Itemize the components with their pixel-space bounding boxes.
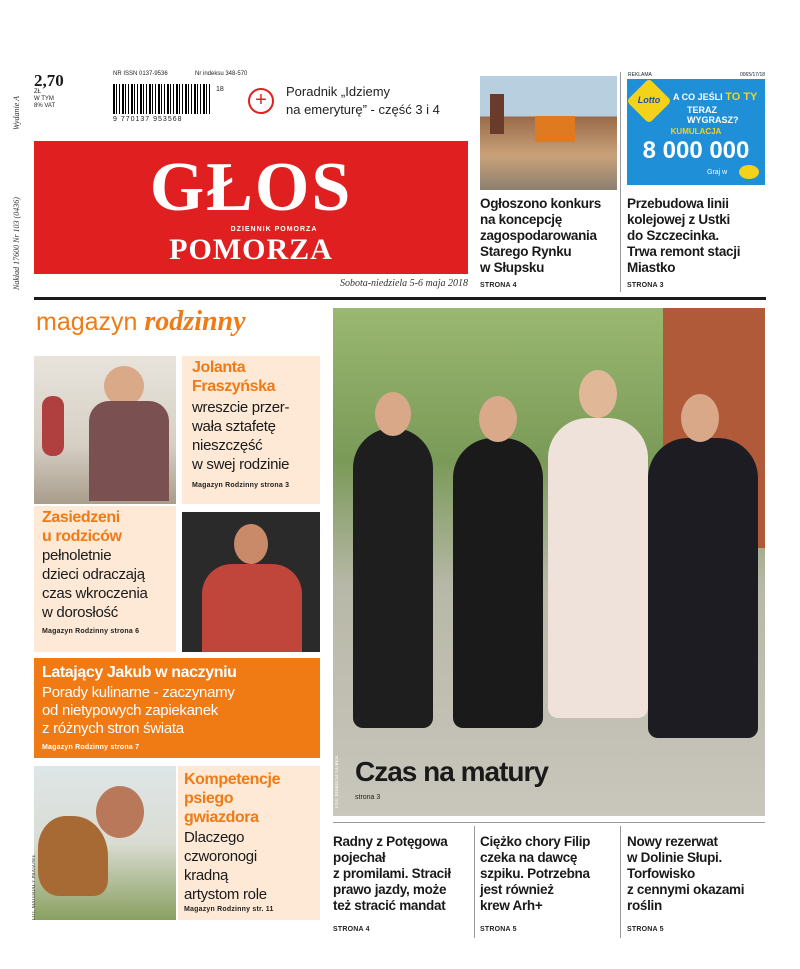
index-number: Nr indeksu 348-570 [195, 71, 248, 77]
magazine-label-bold: rodzinny [144, 306, 246, 337]
masthead-title: GŁOS [149, 149, 353, 226]
mag-3-title: Latający Jakub w naczyniu [42, 664, 237, 681]
dog-shape [38, 816, 108, 896]
magazine-label-light: magazyn [36, 308, 138, 336]
bottom-story-1-line: z promilami. Stracił [333, 866, 451, 881]
mag-2-body-line: dzieci odraczają [42, 566, 145, 583]
student-2-shape [453, 438, 543, 728]
main-photo-credit: FOT. MARIUSZ GUREK [335, 755, 340, 808]
masthead-second: POMORZA [169, 233, 333, 266]
main-story-headline: Czas na matury [355, 756, 548, 787]
student-1-shape [353, 428, 433, 728]
mag-4-body [184, 828, 267, 904]
vat-line-2: W TYM [34, 96, 54, 102]
top-story-2-headline[interactable] [627, 196, 777, 276]
mag-1-face-shape [104, 366, 144, 406]
mag-4-photo [34, 766, 176, 920]
bottom-story-2-line: Ciężko chory Filip [480, 834, 591, 849]
promo-line-2: na emeryturę” - część 3 i 4 [286, 102, 440, 117]
bottom-story-2-headline[interactable] [480, 834, 620, 914]
mag-1-body-line: wreszcie przer- [192, 399, 290, 416]
top-story-2-source: STRONA 3 [627, 282, 664, 289]
mag-1-bg-figure [42, 396, 64, 456]
masthead-box [34, 141, 468, 274]
mag-2-title-line: u rodziców [42, 528, 122, 545]
mag-1-photo [34, 356, 176, 504]
excavator-shape [535, 116, 575, 142]
mag-1-body-line: w swej rodzinie [192, 456, 290, 473]
student-4-face [681, 394, 719, 442]
top-story-1-line: Starego Rynku [480, 244, 572, 259]
mag-2-title-line: Zasiedzeni [42, 509, 120, 526]
barcode [113, 84, 211, 114]
mag-2-source: Magazyn Rodzinny strona 6 [42, 628, 140, 635]
mag-1-title-line: Fraszyńska [192, 378, 276, 395]
mag-4-source: Magazyn Rodzinny str. 11 [184, 906, 274, 913]
issue-date: Sobota-niedziela 5-6 maja 2018 [339, 278, 468, 289]
lotto-ad[interactable] [627, 79, 765, 185]
magazine-label[interactable] [36, 306, 246, 338]
mag-2-body-shape [202, 564, 302, 652]
bottom-story-1-line: prawo jazdy, może [333, 882, 447, 897]
ad-label: REKLAMA [628, 72, 652, 78]
bottom-story-3-headline[interactable] [627, 834, 767, 914]
bottom-story-1-line: Radny z Potęgowa [333, 834, 448, 849]
mag-1-title-line: Jolanta [192, 359, 246, 376]
mag-3-box[interactable] [34, 658, 320, 758]
bottom-story-3-line: w Dolinie Słupi. [627, 850, 722, 865]
mag-1-source: Magazyn Rodzinny strona 3 [192, 482, 290, 489]
mag-4-title [184, 770, 280, 827]
mag-4-photo-credit: FOT. MATERIAŁY PRASOWE [32, 854, 37, 920]
student-2-face [479, 396, 517, 442]
ad-amount: 8 000 000 [642, 137, 750, 164]
lotto-logo-text: Lotto [637, 95, 661, 105]
mag-1-body-shape [89, 401, 169, 501]
top-story-2-line: do Szczecinka. [627, 228, 719, 243]
mag-2-face-shape [234, 524, 268, 564]
top-story-1-line: zagospodarowania [480, 228, 597, 243]
mag-4-title-line: gwiazdora [184, 809, 259, 826]
mag-3-source: Magazyn Rodzinny strona 7 [42, 744, 140, 751]
mag-3-body [42, 684, 235, 738]
top-story-2-line: Miastko [627, 260, 676, 275]
student-3-shape [548, 418, 648, 718]
price: 2,70 [34, 71, 64, 90]
promo-text[interactable] [286, 83, 440, 119]
mag-1-title [192, 358, 275, 396]
mag-2-body-line: pełnoletnie [42, 547, 112, 564]
bottom-story-2-line: czeka na dawcę [480, 850, 578, 865]
vat-line-3: 8% VAT [34, 103, 56, 109]
mag-1-body [192, 398, 289, 474]
lotto-small-logo-icon [739, 165, 759, 179]
student-4-shape [648, 438, 758, 738]
main-story-source: strona 3 [355, 794, 381, 801]
ad-code: 0065/17/18 [740, 72, 766, 78]
mag-4-body-line: kradną [184, 867, 229, 884]
top-story-1-line: w Słupsku [480, 260, 545, 275]
top-story-1-headline[interactable] [480, 196, 620, 276]
edition-label: Wydanie A [12, 96, 21, 130]
mag-4-text-block[interactable] [178, 766, 320, 920]
student-3-face [579, 370, 617, 418]
promo-line-1: Poradnik „Idziemy [286, 84, 391, 99]
ad-line-1a: A CO JEŚLI [673, 92, 723, 102]
mag-2-text-block[interactable] [34, 506, 176, 652]
student-1-face [375, 392, 411, 436]
mag-4-title-line: Kompetencje [184, 771, 281, 788]
mag-1-body-line: wała sztafetę [192, 418, 276, 435]
mag-1-body-line: nieszczęść [192, 437, 263, 454]
section-rule [34, 297, 766, 300]
bottom-story-3-line: Torfowisko [627, 866, 696, 881]
bottom-rule [333, 822, 765, 823]
ad-line-2: TERAZ WYGRASZ? [687, 105, 739, 125]
bottom-divider-2 [620, 826, 621, 938]
bottom-story-2-line: szpiku. Potrzebna [480, 866, 590, 881]
vat-line-1: ZŁ [34, 89, 42, 95]
price-block [34, 72, 74, 110]
top-story-2-line: Trwa remont stacji [627, 244, 741, 259]
mag-2-body-line: w dorosłość [42, 604, 118, 621]
bottom-story-1-line: pojechał [333, 850, 386, 865]
ad-line-1b: TO TY [725, 91, 758, 103]
mag-4-title-line: psiego [184, 790, 234, 807]
bottom-story-1-headline[interactable] [333, 834, 473, 914]
bottom-story-3-line: Nowy rezerwat [627, 834, 718, 849]
top-story-2-line: Przebudowa linii [627, 196, 729, 211]
tower-shape [490, 94, 504, 134]
barcode-suffix: 18 [216, 86, 224, 93]
bottom-story-2-source: STRONA 5 [480, 926, 517, 933]
bottom-story-3-line: roślin [627, 898, 662, 913]
mag-4-body-line: artystom role [184, 886, 267, 903]
mag-4-body-line: Dlaczego [184, 829, 245, 846]
mag-2-photo [182, 512, 320, 652]
top-story-1-photo [480, 76, 617, 190]
mag-2-body-line: czas wkroczenia [42, 585, 148, 602]
mag-3-body-line: od nietypowych zapiekanek [42, 702, 218, 719]
top-story-2-line: kolejowej z Ustki [627, 212, 730, 227]
mag-1-text-block[interactable] [182, 356, 320, 504]
mag-2-body [42, 546, 148, 622]
bottom-story-2-line: krew Arh+ [480, 898, 543, 913]
bottom-story-1-line: też stracić mandat [333, 898, 446, 913]
mag-3-body-line: z różnych stron świata [42, 720, 184, 737]
mag-4-body-line: czworonogi [184, 848, 257, 865]
mag-4-face-shape [96, 786, 144, 838]
bottom-story-2-line: jest również [480, 882, 554, 897]
bottom-divider-1 [474, 826, 475, 938]
barcode-number: 9 770137 953568 [113, 116, 183, 123]
bottom-story-1-source: STRONA 4 [333, 926, 370, 933]
ad-footer: Graj w [707, 169, 728, 176]
bottom-story-3-line: z cennymi okazami [627, 882, 745, 897]
top-story-1-line: Ogłoszono konkurs [480, 196, 601, 211]
top-story-1-source: STRONA 4 [480, 282, 517, 289]
column-divider [620, 72, 621, 292]
issn: NR ISSN 0137-9536 [113, 71, 168, 77]
plus-icon: + [248, 88, 274, 114]
mag-3-body-line: Porady kulinarne - zaczynamy [42, 684, 235, 701]
top-story-1-line: na koncepcję [480, 212, 562, 227]
mag-2-title [42, 508, 122, 546]
ad-kumulacja: KUMULACJA [670, 127, 722, 136]
circulation-label: Nakład 17600 Nr 103 (0436) [12, 197, 21, 290]
main-story-photo[interactable] [333, 308, 765, 816]
masthead-subtitle: DZIENNIK POMORZA [230, 226, 318, 233]
bottom-story-3-source: STRONA 5 [627, 926, 664, 933]
